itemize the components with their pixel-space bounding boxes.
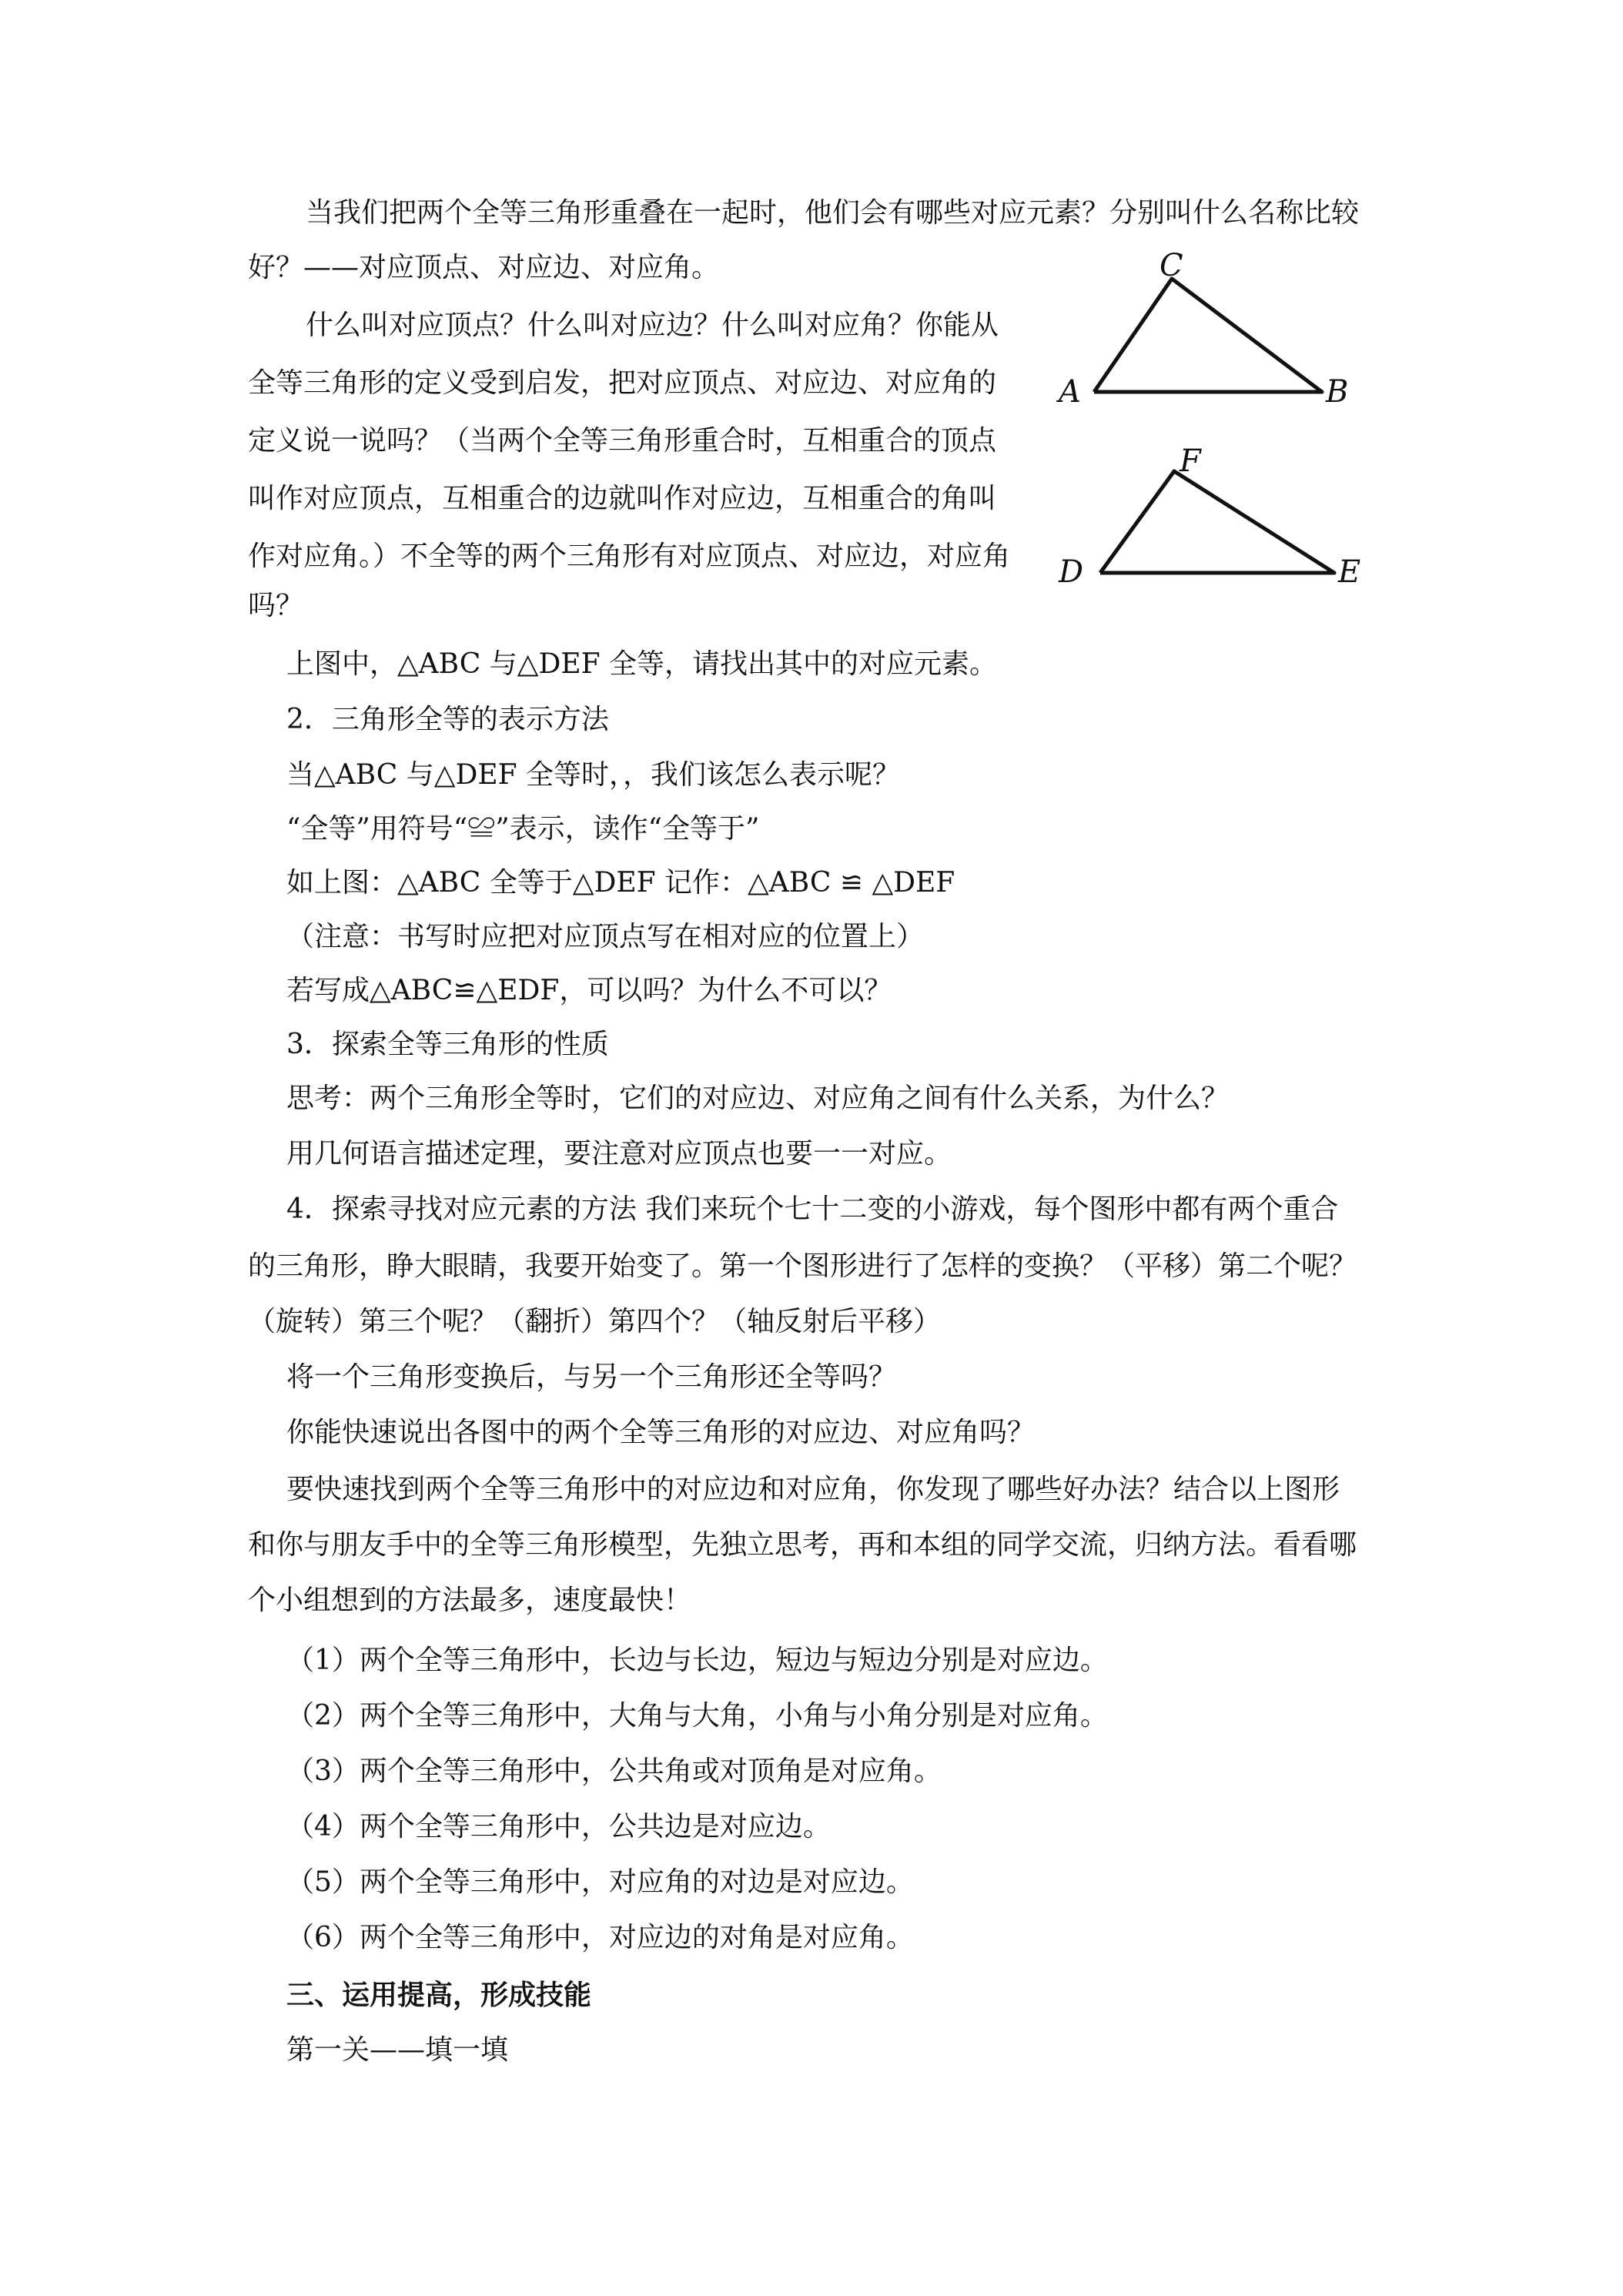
- vertex-label-d: D: [1059, 554, 1084, 590]
- list-item: （5）两个全等三角形中，对应角的对边是对应边。: [286, 1866, 914, 1898]
- paragraph-line: 全等三角形的定义受到启发，把对应顶点、对应边、对应角的: [248, 367, 997, 399]
- paragraph-line: 叫作对应顶点，互相重合的边就叫作对应边，互相重合的角叫: [248, 483, 997, 514]
- paragraph-line: 作对应角。）不全等的两个三角形有对应顶点、对应边，对应角: [248, 541, 1011, 572]
- list-item: （1）两个全等三角形中，长边与长边，短边与短边分别是对应边。: [286, 1645, 1108, 1676]
- list-item: （2）两个全等三角形中，大角与大角，小角与小角分别是对应角。: [286, 1700, 1108, 1732]
- vertex-label-e: E: [1338, 554, 1361, 590]
- paragraph-line: 吗？: [248, 590, 304, 621]
- paragraph-line: 当我们把两个全等三角形重叠在一起时，他们会有哪些对应元素？分别叫什么名称比较: [306, 197, 1360, 229]
- paragraph-line: 用几何语言描述定理，要注意对应顶点也要一一对应。: [286, 1138, 952, 1170]
- triangle-figure: [1055, 246, 1394, 601]
- list-item: （6）两个全等三角形中，对应边的对角是对应角。: [286, 1922, 914, 1953]
- paragraph-line: “全等”用符号“≌”表示，读作“全等于”: [286, 813, 760, 845]
- paragraph-line: 当△ABC 与△DEF 全等时，，我们该怎么表示呢？: [286, 759, 901, 791]
- vertex-label-b: B: [1326, 374, 1349, 410]
- paragraph-line: 如上图：△ABC 全等于△DEF 记作：△ABC ≌ △DEF: [286, 867, 955, 899]
- vertex-label-f: F: [1180, 443, 1201, 479]
- paragraph-line: 要快速找到两个全等三角形中的对应边和对应角，你发现了哪些好办法？结合以上图形: [286, 1474, 1340, 1505]
- section-heading: 3．探索全等三角形的性质: [286, 1029, 609, 1060]
- chapter-heading: 三、运用提高，形成技能: [286, 1979, 592, 2011]
- subsection-heading: 第一关——填一填: [286, 2034, 509, 2066]
- paragraph-line: 和你与朋友手中的全等三角形模型，先独立思考，再和本组的同学交流，归纳方法。看看哪: [248, 1529, 1357, 1561]
- paragraph-line: 个小组想到的方法最多，速度最快！: [248, 1585, 692, 1616]
- paragraph-line: 若写成△ABC≌△EDF，可以吗？为什么不可以？: [286, 975, 892, 1006]
- paragraph-line: 思考：两个三角形全等时，它们的对应边、对应角之间有什么关系，为什么？: [286, 1083, 1230, 1114]
- vertex-label-c: C: [1160, 248, 1183, 283]
- paragraph-line: （旋转）第三个呢？（翻折）第四个？（轴反射后平移）: [248, 1306, 942, 1337]
- paragraph-line: 的三角形，睁大眼睛，我要开始变了。第一个图形进行了怎样的变换？（平移）第二个呢？: [248, 1250, 1357, 1282]
- paragraph-line: （注意：书写时应把对应顶点写在相对应的位置上）: [286, 921, 925, 952]
- vertex-label-a: A: [1059, 374, 1081, 410]
- section-heading: 2．三角形全等的表示方法: [286, 704, 609, 735]
- list-item: （4）两个全等三角形中，公共边是对应边。: [286, 1811, 831, 1842]
- triangle-abc: [1094, 279, 1322, 392]
- list-item: （3）两个全等三角形中，公共角或对顶角是对应角。: [286, 1755, 942, 1787]
- paragraph-line: 什么叫对应顶点？什么叫对应边？什么叫对应角？你能从: [306, 310, 999, 341]
- paragraph-line: 将一个三角形变换后，与另一个三角形还全等吗？: [286, 1361, 897, 1393]
- triangle-def: [1100, 471, 1334, 573]
- paragraph-line: 定义说一说吗？（当两个全等三角形重合时，互相重合的顶点: [248, 425, 997, 457]
- paragraph-line: 你能快速说出各图中的两个全等三角形的对应边、对应角吗？: [286, 1417, 1036, 1448]
- section-heading: 4．探索寻找对应元素的方法 我们来玩个七十二变的小游戏，每个图形中都有两个重合: [286, 1193, 1339, 1225]
- paragraph-line: 上图中，△ABC 与△DEF 全等，请找出其中的对应元素。: [286, 648, 998, 680]
- paragraph-line: 好？——对应顶点、对应边、对应角。: [248, 252, 720, 283]
